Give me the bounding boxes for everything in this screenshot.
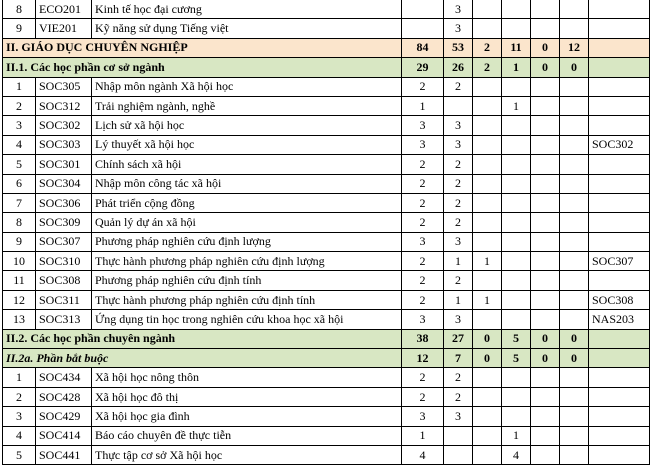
credits-total: 2 [402,271,444,290]
credits-self-study [560,77,589,96]
row-number: 7 [3,193,36,212]
row-number: 2 [3,96,36,115]
course-name: Xã hội học gia đình [92,407,402,426]
prerequisite [589,387,650,406]
credits-theory: 2 [444,213,473,232]
credits-practice [502,310,531,329]
credits-self-study [560,271,589,290]
credits-practice [502,252,531,271]
course-name: Nhập môn ngành Xã hội học [92,77,402,96]
credits-practice [502,407,531,426]
credits-practice [502,193,531,212]
credits-theory [444,96,473,115]
credits-theory: 2 [444,193,473,212]
credits-theory: 3 [444,135,473,154]
course-code: SOC311 [36,290,92,309]
prerequisite [589,368,650,387]
credits-discussion [531,135,560,154]
prerequisite: NAS203 [589,310,650,329]
credits-discussion: 0 [531,58,560,77]
credits-discussion [531,445,560,464]
row-number: 3 [3,407,36,426]
credits-exercise [473,155,502,174]
course-code: SOC305 [36,77,92,96]
credits-theory: 2 [444,368,473,387]
credits-total: 3 [402,310,444,329]
prerequisite [589,174,650,193]
credits-theory: 1 [444,252,473,271]
prerequisite [589,349,650,368]
row-number: 1 [3,77,36,96]
course-code: SOC310 [36,252,92,271]
credits-exercise: 2 [473,58,502,77]
credits-practice [502,290,531,309]
course-name: Chính sách xã hội [92,155,402,174]
table-row [3,271,650,290]
table-row [3,77,650,96]
credits-self-study [560,96,589,115]
credits-exercise [473,271,502,290]
course-code: SOC414 [36,426,92,445]
course-code: SOC301 [36,155,92,174]
row-number: 1 [3,368,36,387]
credits-discussion [531,155,560,174]
credits-exercise [473,368,502,387]
credits-practice: 4 [502,445,531,464]
section-title: II. GIÁO DỤC CHUYÊN NGHIỆP [3,38,402,57]
credits-practice [502,271,531,290]
course-code: SOC312 [36,96,92,115]
credits-self-study [560,252,589,271]
prerequisite [589,58,650,77]
credits-self-study: 12 [560,38,589,57]
credits-total: 2 [402,193,444,212]
credits-self-study [560,426,589,445]
table-row [3,213,650,232]
credits-theory: 3 [444,19,473,38]
credits-self-study [560,368,589,387]
credits-total: 29 [402,58,444,77]
credits-theory: 1 [444,290,473,309]
prerequisite [589,426,650,445]
credits-theory: 26 [444,58,473,77]
credits-self-study [560,290,589,309]
credits-theory: 2 [444,387,473,406]
credits-discussion [531,19,560,38]
course-code: SOC303 [36,135,92,154]
prerequisite [589,271,650,290]
course-name: Lý thuyết xã hội học [92,135,402,154]
credits-practice [502,116,531,135]
credits-discussion [531,426,560,445]
credits-exercise: 1 [473,252,502,271]
course-code: SOC307 [36,232,92,251]
credits-practice: 5 [502,349,531,368]
credits-exercise [473,213,502,232]
credits-discussion [531,407,560,426]
course-code: VIE201 [36,19,92,38]
credits-practice [502,213,531,232]
table-row [3,252,650,271]
credits-exercise [473,96,502,115]
credits-exercise [473,193,502,212]
credits-self-study [560,445,589,464]
credits-discussion [531,387,560,406]
credits-self-study [560,232,589,251]
credits-practice [502,135,531,154]
credits-exercise [473,77,502,96]
section-title: II.1. Các học phần cơ sở ngành [3,58,402,77]
credits-total: 1 [402,426,444,445]
credits-theory: 7 [444,349,473,368]
credits-theory: 3 [444,116,473,135]
credits-self-study [560,407,589,426]
credits-self-study [560,116,589,135]
course-name: Ứng dụng tin học trong nghiên cứu khoa học xã hội [92,310,402,329]
credits-self-study [560,19,589,38]
course-code: SOC304 [36,174,92,193]
curriculum-table [2,0,650,465]
credits-total: 3 [402,232,444,251]
credits-theory: 27 [444,329,473,348]
credits-self-study [560,310,589,329]
course-name: Nhập môn công tác xã hội [92,174,402,193]
prerequisite [589,0,650,19]
credits-discussion [531,0,560,19]
prerequisite [589,155,650,174]
credits-practice [502,19,531,38]
row-number: 8 [3,213,36,232]
credits-practice [502,0,531,19]
credits-total: 2 [402,252,444,271]
table-row [3,290,650,309]
course-code: SOC441 [36,445,92,464]
table-row [3,193,650,212]
credits-total: 1 [402,96,444,115]
credits-exercise: 0 [473,329,502,348]
credits-self-study [560,213,589,232]
credits-discussion [531,193,560,212]
table-row [3,155,650,174]
credits-self-study [560,155,589,174]
prerequisite [589,193,650,212]
row-number: 2 [3,387,36,406]
row-number: 3 [3,116,36,135]
course-name: Thực hành phương pháp nghiên cứu định tính [92,290,402,309]
table-row [3,232,650,251]
course-code: SOC434 [36,368,92,387]
section-row [3,58,650,77]
credits-exercise [473,310,502,329]
credits-practice [502,368,531,387]
table-row [3,116,650,135]
credits-theory [444,445,473,464]
table-row [3,445,650,464]
prerequisite [589,407,650,426]
credits-discussion [531,77,560,96]
table-row [3,310,650,329]
section-row [3,329,650,348]
credits-discussion [531,174,560,193]
course-name: Kỹ năng sử dụng Tiếng việt [92,19,402,38]
row-number: 5 [3,445,36,464]
credits-exercise [473,232,502,251]
credits-practice: 1 [502,96,531,115]
credits-discussion [531,310,560,329]
credits-exercise: 2 [473,38,502,57]
row-number: 13 [3,310,36,329]
row-number: 6 [3,174,36,193]
credits-practice: 11 [502,38,531,57]
credits-practice [502,232,531,251]
credits-discussion [531,368,560,387]
prerequisite [589,116,650,135]
credits-discussion [531,232,560,251]
prerequisite: SOC308 [589,290,650,309]
credits-total [402,0,444,19]
credits-total: 38 [402,329,444,348]
credits-self-study [560,135,589,154]
table-row [3,407,650,426]
credits-practice [502,387,531,406]
credits-theory: 2 [444,155,473,174]
course-name: Lịch sử xã hội học [92,116,402,135]
table-row [3,387,650,406]
credits-total: 2 [402,174,444,193]
course-name: Xã hội học nông thôn [92,368,402,387]
prerequisite [589,232,650,251]
credits-theory: 53 [444,38,473,57]
prerequisite: SOC307 [589,252,650,271]
course-code: SOC429 [36,407,92,426]
credits-self-study [560,387,589,406]
course-name: Trải nghiệm ngành, nghề [92,96,402,115]
prerequisite: SOC302 [589,135,650,154]
row-number: 9 [3,19,36,38]
credits-exercise [473,174,502,193]
credits-discussion: 0 [531,329,560,348]
credits-total: 2 [402,155,444,174]
credits-theory [444,426,473,445]
course-name: Kinh tế học đại cương [92,0,402,19]
prerequisite [589,38,650,57]
credits-total [402,19,444,38]
credits-discussion [531,116,560,135]
prerequisite [589,96,650,115]
credits-discussion [531,96,560,115]
course-code: SOC302 [36,116,92,135]
table-row [3,174,650,193]
credits-theory: 2 [444,271,473,290]
course-name: Phương pháp nghiên cứu định lượng [92,232,402,251]
credits-discussion [531,290,560,309]
curriculum-table-body [3,0,650,465]
credits-total: 2 [402,368,444,387]
course-code: SOC313 [36,310,92,329]
credits-total: 2 [402,387,444,406]
credits-total: 2 [402,290,444,309]
credits-practice [502,174,531,193]
course-name: Thực hành phương pháp nghiên cứu định lượng [92,252,402,271]
credits-exercise [473,426,502,445]
credits-discussion: 0 [531,38,560,57]
prerequisite [589,213,650,232]
credits-exercise [473,0,502,19]
course-code: SOC428 [36,387,92,406]
credits-exercise [473,116,502,135]
row-number: 9 [3,232,36,251]
credits-theory: 2 [444,77,473,96]
credits-exercise [473,19,502,38]
credits-practice [502,155,531,174]
credits-total: 2 [402,77,444,96]
credits-exercise [473,135,502,154]
credits-theory: 2 [444,174,473,193]
section-row [3,38,650,57]
credits-theory: 3 [444,310,473,329]
credits-total: 3 [402,135,444,154]
credits-total: 3 [402,116,444,135]
section-row [3,349,650,368]
credits-exercise [473,387,502,406]
credits-total: 2 [402,213,444,232]
prerequisite [589,445,650,464]
credits-discussion [531,252,560,271]
table-row [3,96,650,115]
course-name: Phát triển cộng đồng [92,193,402,212]
prerequisite [589,329,650,348]
table-row [3,135,650,154]
credits-self-study [560,0,589,19]
row-number: 8 [3,0,36,19]
table-row [3,0,650,19]
prerequisite [589,77,650,96]
course-name: Thực tập cơ sở Xã hội học [92,445,402,464]
credits-self-study [560,193,589,212]
credits-theory: 3 [444,232,473,251]
credits-practice: 1 [502,58,531,77]
credits-discussion [531,271,560,290]
credits-total: 12 [402,349,444,368]
table-row [3,19,650,38]
credits-total: 3 [402,407,444,426]
course-name: Báo cáo chuyên đề thực tiễn [92,426,402,445]
prerequisite [589,19,650,38]
credits-self-study: 0 [560,349,589,368]
credits-exercise: 1 [473,290,502,309]
section-title: II.2a. Phần bắt buộc [3,349,402,368]
course-code: SOC309 [36,213,92,232]
course-name: Phương pháp nghiên cứu định tính [92,271,402,290]
credits-practice [502,77,531,96]
row-number: 11 [3,271,36,290]
course-name: Xã hội học đô thị [92,387,402,406]
table-row [3,426,650,445]
credits-total: 84 [402,38,444,57]
row-number: 4 [3,135,36,154]
credits-theory: 3 [444,0,473,19]
row-number: 12 [3,290,36,309]
row-number: 5 [3,155,36,174]
section-title: II.2. Các học phần chuyên ngành [3,329,402,348]
credits-self-study: 0 [560,329,589,348]
row-number: 10 [3,252,36,271]
credits-self-study [560,174,589,193]
course-code: ECO201 [36,0,92,19]
table-row [3,368,650,387]
credits-theory: 3 [444,407,473,426]
credits-self-study: 0 [560,58,589,77]
credits-discussion: 0 [531,349,560,368]
course-name: Quản lý dự án xã hội [92,213,402,232]
credits-discussion [531,213,560,232]
credits-total: 4 [402,445,444,464]
credits-exercise [473,407,502,426]
credits-practice: 5 [502,329,531,348]
row-number: 4 [3,426,36,445]
credits-exercise [473,445,502,464]
credits-exercise: 0 [473,349,502,368]
course-code: SOC308 [36,271,92,290]
course-code: SOC306 [36,193,92,212]
credits-practice: 1 [502,426,531,445]
